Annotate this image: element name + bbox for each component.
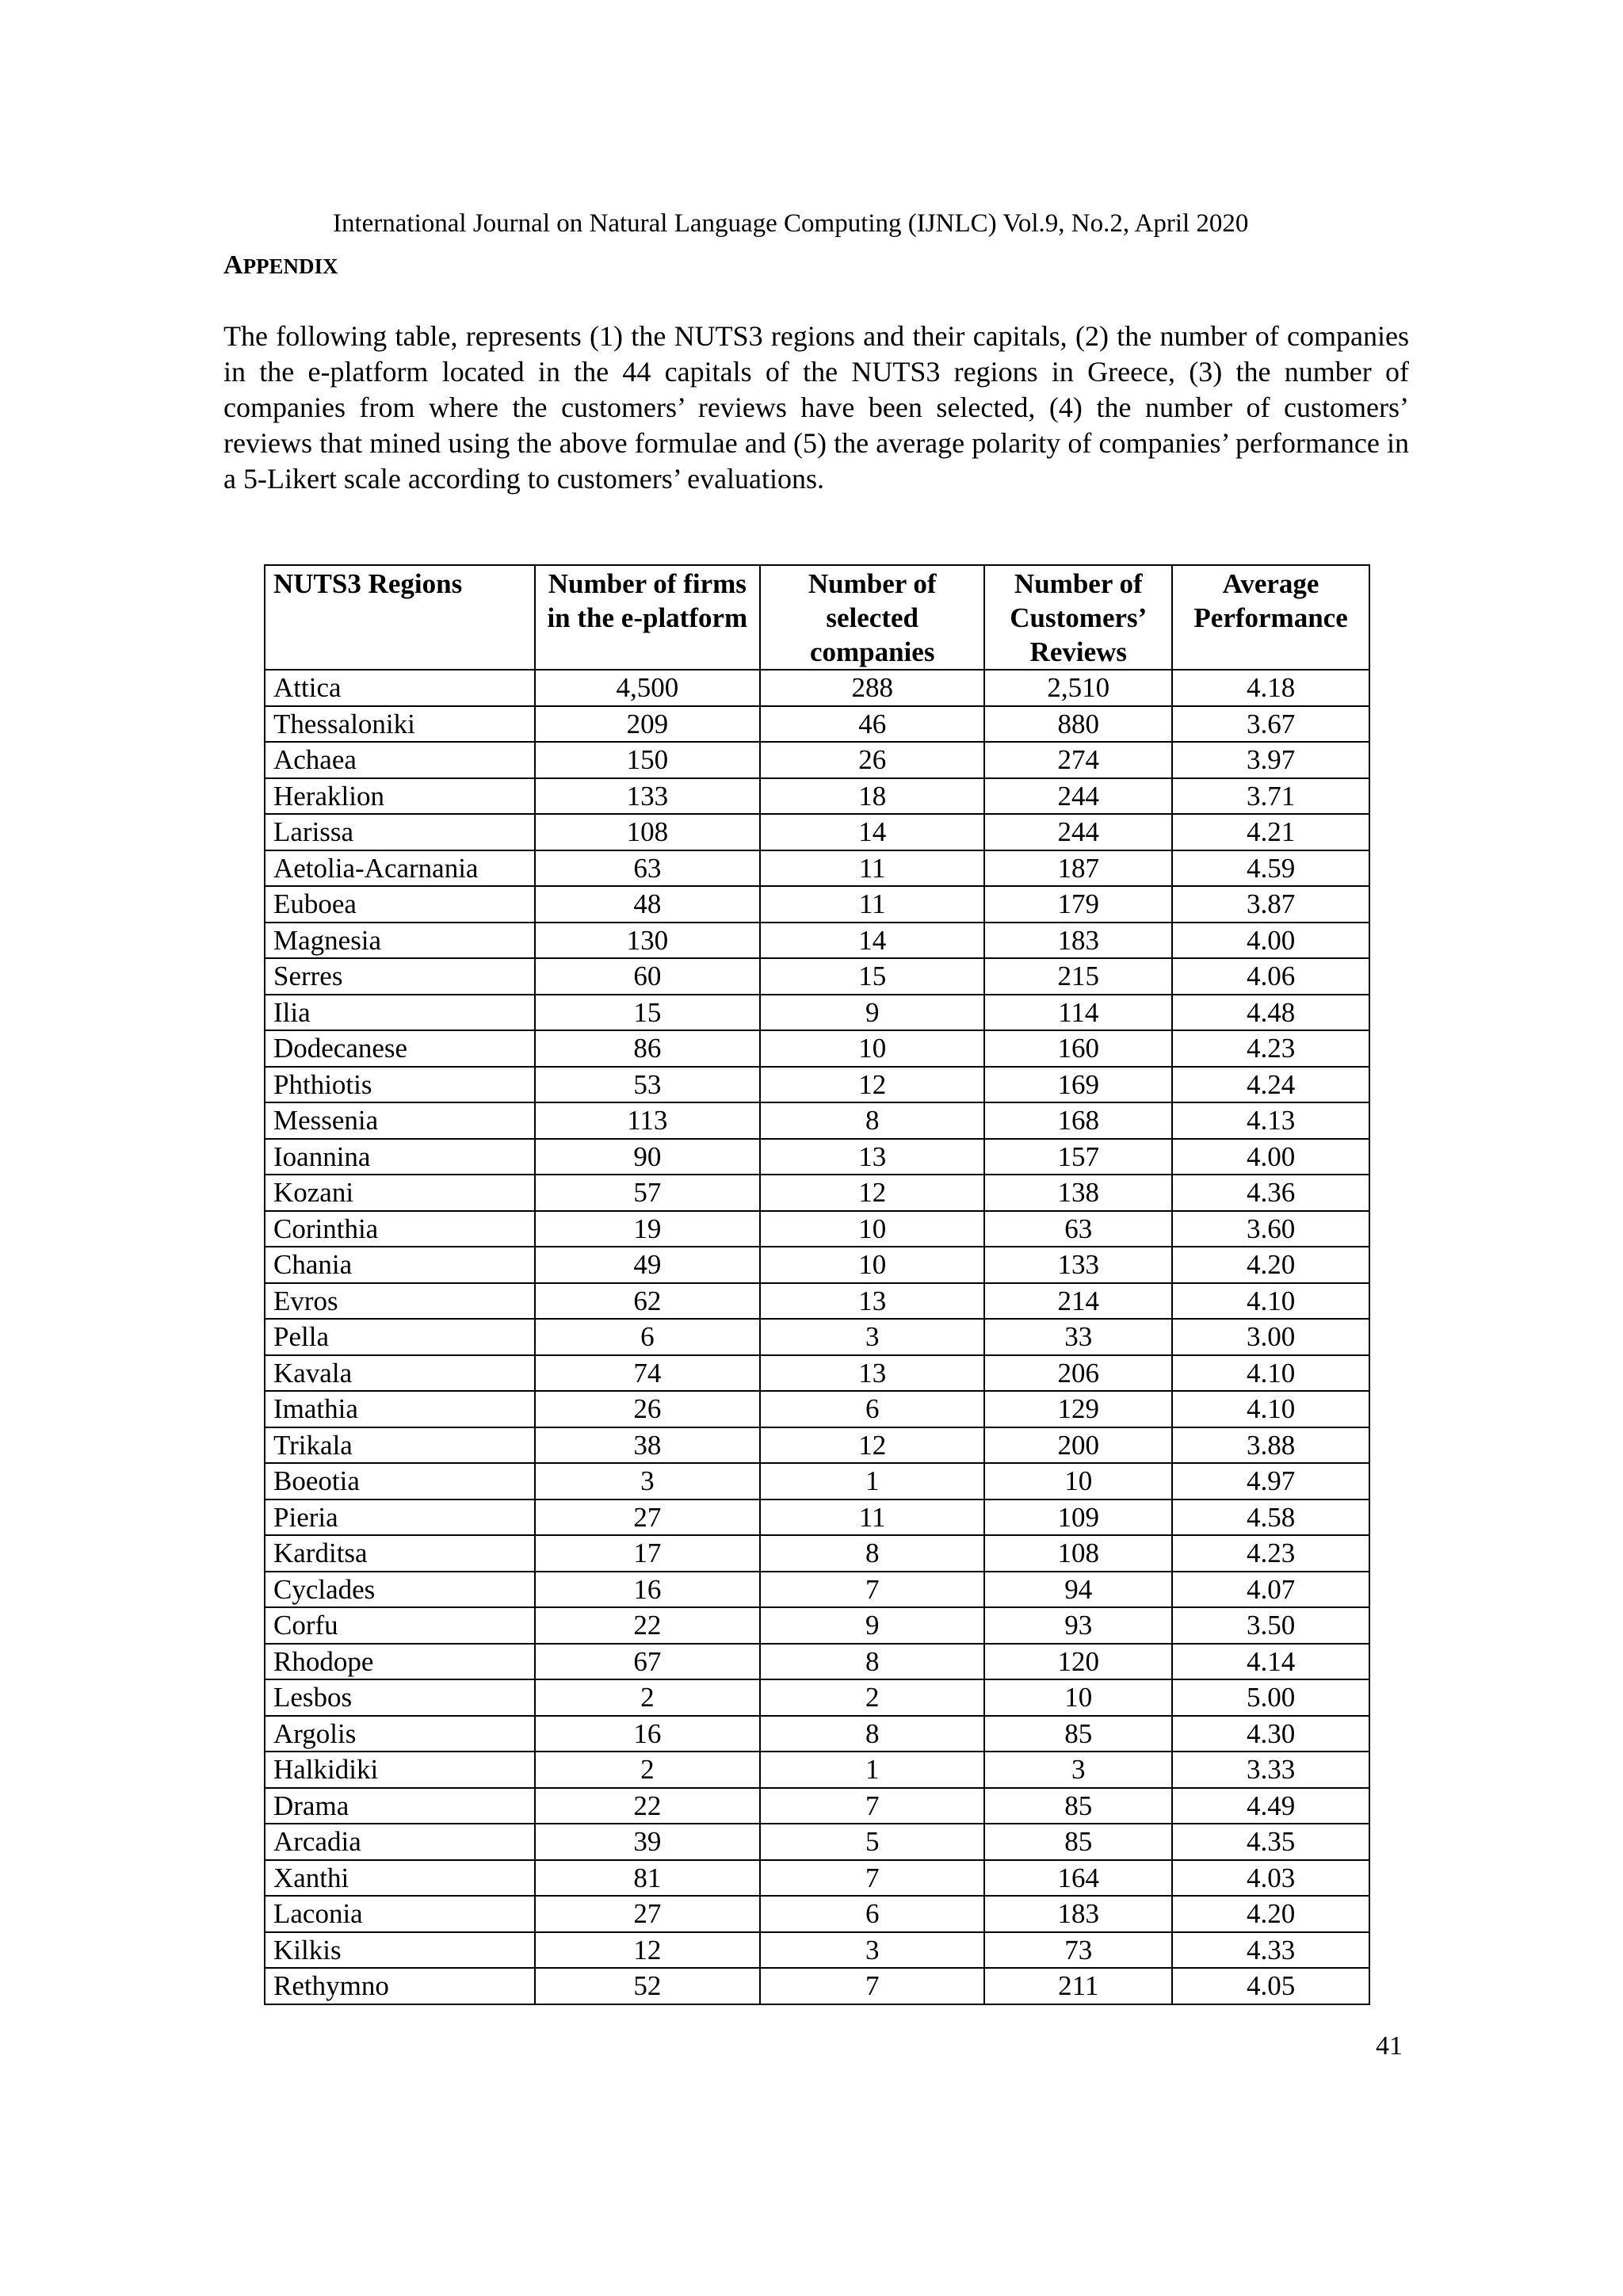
cell-firms: 86 bbox=[535, 1030, 760, 1067]
cell-performance: 4.21 bbox=[1172, 814, 1369, 850]
cell-region: Ioannina bbox=[265, 1139, 535, 1175]
cell-selected: 12 bbox=[760, 1067, 984, 1103]
cell-firms: 12 bbox=[535, 1932, 760, 1969]
cell-performance: 3.88 bbox=[1172, 1427, 1369, 1464]
cell-firms: 4,500 bbox=[535, 670, 760, 706]
table-row bbox=[265, 1247, 1369, 1283]
cell-selected: 13 bbox=[760, 1355, 984, 1392]
cell-firms: 22 bbox=[535, 1607, 760, 1644]
cell-reviews: 183 bbox=[984, 1896, 1172, 1932]
cell-firms: 17 bbox=[535, 1535, 760, 1572]
cell-firms: 6 bbox=[535, 1319, 760, 1355]
cell-reviews: 183 bbox=[984, 923, 1172, 959]
cell-selected: 8 bbox=[760, 1716, 984, 1752]
cell-performance: 5.00 bbox=[1172, 1679, 1369, 1716]
cell-firms: 2 bbox=[535, 1679, 760, 1716]
cell-firms: 27 bbox=[535, 1896, 760, 1932]
cell-region: Cyclades bbox=[265, 1572, 535, 1608]
cell-performance: 4.59 bbox=[1172, 850, 1369, 887]
cell-reviews: 85 bbox=[984, 1824, 1172, 1860]
cell-selected: 3 bbox=[760, 1932, 984, 1969]
cell-region: Phthiotis bbox=[265, 1067, 535, 1103]
cell-performance: 3.97 bbox=[1172, 742, 1369, 778]
table-row bbox=[265, 814, 1369, 850]
cell-reviews: 274 bbox=[984, 742, 1172, 778]
table-row bbox=[265, 1968, 1369, 2004]
table-row bbox=[265, 923, 1369, 959]
cell-firms: 27 bbox=[535, 1499, 760, 1536]
table-row bbox=[265, 1607, 1369, 1644]
cell-selected: 11 bbox=[760, 886, 984, 923]
cell-performance: 4.07 bbox=[1172, 1572, 1369, 1608]
cell-selected: 13 bbox=[760, 1139, 984, 1175]
cell-selected: 15 bbox=[760, 958, 984, 995]
cell-region: Boeotia bbox=[265, 1463, 535, 1499]
cell-performance: 4.33 bbox=[1172, 1932, 1369, 1969]
table-row bbox=[265, 850, 1369, 887]
cell-selected: 7 bbox=[760, 1572, 984, 1608]
cell-performance: 4.18 bbox=[1172, 670, 1369, 706]
cell-performance: 4.23 bbox=[1172, 1030, 1369, 1067]
cell-region: Messenia bbox=[265, 1102, 535, 1139]
cell-selected: 46 bbox=[760, 706, 984, 743]
header-performance: Average Performance bbox=[1172, 565, 1369, 670]
cell-performance: 3.60 bbox=[1172, 1211, 1369, 1247]
cell-firms: 2 bbox=[535, 1752, 760, 1788]
cell-selected: 9 bbox=[760, 1607, 984, 1644]
cell-region: Drama bbox=[265, 1788, 535, 1824]
cell-firms: 81 bbox=[535, 1860, 760, 1897]
cell-firms: 26 bbox=[535, 1391, 760, 1427]
table-body bbox=[265, 670, 1369, 2004]
cell-performance: 4.58 bbox=[1172, 1499, 1369, 1536]
cell-region: Achaea bbox=[265, 742, 535, 778]
cell-selected: 1 bbox=[760, 1463, 984, 1499]
cell-firms: 133 bbox=[535, 778, 760, 815]
table-row bbox=[265, 1932, 1369, 1969]
cell-selected: 10 bbox=[760, 1211, 984, 1247]
table-row bbox=[265, 706, 1369, 743]
cell-selected: 288 bbox=[760, 670, 984, 706]
cell-firms: 62 bbox=[535, 1283, 760, 1320]
cell-reviews: 169 bbox=[984, 1067, 1172, 1103]
cell-reviews: 85 bbox=[984, 1788, 1172, 1824]
cell-reviews: 168 bbox=[984, 1102, 1172, 1139]
cell-firms: 67 bbox=[535, 1644, 760, 1680]
cell-firms: 19 bbox=[535, 1211, 760, 1247]
table-row bbox=[265, 1030, 1369, 1067]
cell-reviews: 211 bbox=[984, 1968, 1172, 2004]
header-selected: Number of selected companies bbox=[760, 565, 984, 670]
cell-firms: 57 bbox=[535, 1175, 760, 1211]
cell-region: Corinthia bbox=[265, 1211, 535, 1247]
cell-selected: 3 bbox=[760, 1319, 984, 1355]
cell-firms: 15 bbox=[535, 995, 760, 1031]
cell-performance: 4.05 bbox=[1172, 1968, 1369, 2004]
cell-selected: 2 bbox=[760, 1679, 984, 1716]
cell-reviews: 187 bbox=[984, 850, 1172, 887]
cell-selected: 11 bbox=[760, 1499, 984, 1536]
cell-performance: 4.20 bbox=[1172, 1247, 1369, 1283]
cell-selected: 14 bbox=[760, 923, 984, 959]
cell-region: Arcadia bbox=[265, 1824, 535, 1860]
cell-reviews: 244 bbox=[984, 778, 1172, 815]
section-title bbox=[223, 250, 338, 281]
cell-performance: 3.71 bbox=[1172, 778, 1369, 815]
cell-region: Dodecanese bbox=[265, 1030, 535, 1067]
cell-region: Laconia bbox=[265, 1896, 535, 1932]
cell-selected: 13 bbox=[760, 1283, 984, 1320]
table-row bbox=[265, 1644, 1369, 1680]
table-row bbox=[265, 1283, 1369, 1320]
cell-performance: 3.67 bbox=[1172, 706, 1369, 743]
cell-region: Attica bbox=[265, 670, 535, 706]
cell-region: Heraklion bbox=[265, 778, 535, 815]
cell-selected: 26 bbox=[760, 742, 984, 778]
cell-performance: 4.36 bbox=[1172, 1175, 1369, 1211]
table-row bbox=[265, 1139, 1369, 1175]
cell-reviews: 157 bbox=[984, 1139, 1172, 1175]
cell-firms: 49 bbox=[535, 1247, 760, 1283]
cell-firms: 3 bbox=[535, 1463, 760, 1499]
cell-performance: 4.00 bbox=[1172, 1139, 1369, 1175]
header-firms: Number of firms in the e-platform bbox=[535, 565, 760, 670]
table-row bbox=[265, 1175, 1369, 1211]
cell-performance: 4.14 bbox=[1172, 1644, 1369, 1680]
cell-reviews: 129 bbox=[984, 1391, 1172, 1427]
cell-selected: 10 bbox=[760, 1030, 984, 1067]
cell-reviews: 244 bbox=[984, 814, 1172, 850]
cell-firms: 16 bbox=[535, 1716, 760, 1752]
cell-performance: 4.23 bbox=[1172, 1535, 1369, 1572]
cell-reviews: 2,510 bbox=[984, 670, 1172, 706]
cell-reviews: 109 bbox=[984, 1499, 1172, 1536]
cell-performance: 3.87 bbox=[1172, 886, 1369, 923]
cell-firms: 22 bbox=[535, 1788, 760, 1824]
cell-firms: 53 bbox=[535, 1067, 760, 1103]
cell-performance: 3.33 bbox=[1172, 1752, 1369, 1788]
cell-selected: 7 bbox=[760, 1860, 984, 1897]
table-row bbox=[265, 1716, 1369, 1752]
cell-reviews: 133 bbox=[984, 1247, 1172, 1283]
cell-region: Lesbos bbox=[265, 1679, 535, 1716]
cell-reviews: 214 bbox=[984, 1283, 1172, 1320]
cell-selected: 8 bbox=[760, 1535, 984, 1572]
cell-region: Ilia bbox=[265, 995, 535, 1031]
cell-reviews: 138 bbox=[984, 1175, 1172, 1211]
cell-region: Thessaloniki bbox=[265, 706, 535, 743]
cell-region: Corfu bbox=[265, 1607, 535, 1644]
cell-region: Magnesia bbox=[265, 923, 535, 959]
table-row bbox=[265, 1896, 1369, 1932]
cell-selected: 5 bbox=[760, 1824, 984, 1860]
cell-region: Imathia bbox=[265, 1391, 535, 1427]
cell-reviews: 73 bbox=[984, 1932, 1172, 1969]
table-row bbox=[265, 995, 1369, 1031]
journal-header: International Journal on Natural Language Computing (IJNLC) Vol.9, No.2, April 2020 bbox=[333, 209, 1249, 238]
cell-region: Serres bbox=[265, 958, 535, 995]
cell-firms: 209 bbox=[535, 706, 760, 743]
cell-performance: 4.10 bbox=[1172, 1283, 1369, 1320]
table-row bbox=[265, 1211, 1369, 1247]
cell-firms: 63 bbox=[535, 850, 760, 887]
cell-selected: 1 bbox=[760, 1752, 984, 1788]
cell-performance: 4.10 bbox=[1172, 1355, 1369, 1392]
cell-region: Trikala bbox=[265, 1427, 535, 1464]
cell-region: Karditsa bbox=[265, 1535, 535, 1572]
cell-selected: 10 bbox=[760, 1247, 984, 1283]
cell-performance: 4.49 bbox=[1172, 1788, 1369, 1824]
cell-reviews: 33 bbox=[984, 1319, 1172, 1355]
cell-region: Aetolia-Acarnania bbox=[265, 850, 535, 887]
cell-selected: 6 bbox=[760, 1896, 984, 1932]
cell-selected: 18 bbox=[760, 778, 984, 815]
table-row bbox=[265, 1355, 1369, 1392]
cell-firms: 39 bbox=[535, 1824, 760, 1860]
header-reviews: Number of Customers’ Reviews bbox=[984, 565, 1172, 670]
cell-selected: 8 bbox=[760, 1644, 984, 1680]
cell-reviews: 114 bbox=[984, 995, 1172, 1031]
cell-reviews: 164 bbox=[984, 1860, 1172, 1897]
cell-firms: 48 bbox=[535, 886, 760, 923]
cell-selected: 9 bbox=[760, 995, 984, 1031]
cell-performance: 3.00 bbox=[1172, 1319, 1369, 1355]
cell-region: Larissa bbox=[265, 814, 535, 850]
cell-region: Rethymno bbox=[265, 1968, 535, 2004]
section-title-rest: PPENDIX bbox=[242, 254, 338, 278]
cell-region: Kilkis bbox=[265, 1932, 535, 1969]
cell-region: Evros bbox=[265, 1283, 535, 1320]
cell-firms: 38 bbox=[535, 1427, 760, 1464]
table-row bbox=[265, 1463, 1369, 1499]
cell-reviews: 200 bbox=[984, 1427, 1172, 1464]
cell-reviews: 63 bbox=[984, 1211, 1172, 1247]
cell-region: Euboea bbox=[265, 886, 535, 923]
cell-reviews: 108 bbox=[984, 1535, 1172, 1572]
cell-reviews: 880 bbox=[984, 706, 1172, 743]
cell-performance: 4.10 bbox=[1172, 1391, 1369, 1427]
table-row bbox=[265, 1427, 1369, 1464]
cell-performance: 4.20 bbox=[1172, 1896, 1369, 1932]
cell-performance: 4.00 bbox=[1172, 923, 1369, 959]
table-row bbox=[265, 1067, 1369, 1103]
cell-firms: 130 bbox=[535, 923, 760, 959]
cell-region: Halkidiki bbox=[265, 1752, 535, 1788]
table-row bbox=[265, 1752, 1369, 1788]
section-title-initial: A bbox=[223, 250, 243, 280]
cell-reviews: 215 bbox=[984, 958, 1172, 995]
cell-firms: 16 bbox=[535, 1572, 760, 1608]
cell-performance: 4.30 bbox=[1172, 1716, 1369, 1752]
cell-region: Chania bbox=[265, 1247, 535, 1283]
table-row bbox=[265, 1391, 1369, 1427]
cell-selected: 14 bbox=[760, 814, 984, 850]
cell-selected: 8 bbox=[760, 1102, 984, 1139]
cell-selected: 11 bbox=[760, 850, 984, 887]
table-row bbox=[265, 958, 1369, 995]
cell-reviews: 120 bbox=[984, 1644, 1172, 1680]
table-header-row bbox=[265, 565, 1369, 670]
table-row bbox=[265, 742, 1369, 778]
cell-reviews: 93 bbox=[984, 1607, 1172, 1644]
cell-performance: 4.97 bbox=[1172, 1463, 1369, 1499]
table-row bbox=[265, 1102, 1369, 1139]
cell-firms: 108 bbox=[535, 814, 760, 850]
cell-performance: 4.35 bbox=[1172, 1824, 1369, 1860]
table-row bbox=[265, 1499, 1369, 1536]
cell-firms: 60 bbox=[535, 958, 760, 995]
cell-selected: 7 bbox=[760, 1968, 984, 2004]
cell-performance: 4.06 bbox=[1172, 958, 1369, 995]
table-row bbox=[265, 778, 1369, 815]
cell-firms: 52 bbox=[535, 1968, 760, 2004]
table-row bbox=[265, 1788, 1369, 1824]
cell-reviews: 206 bbox=[984, 1355, 1172, 1392]
cell-region: Pieria bbox=[265, 1499, 535, 1536]
cell-region: Kavala bbox=[265, 1355, 535, 1392]
cell-firms: 90 bbox=[535, 1139, 760, 1175]
table-row bbox=[265, 1319, 1369, 1355]
cell-performance: 4.13 bbox=[1172, 1102, 1369, 1139]
table-row bbox=[265, 1535, 1369, 1572]
table-row bbox=[265, 670, 1369, 706]
cell-reviews: 160 bbox=[984, 1030, 1172, 1067]
cell-region: Xanthi bbox=[265, 1860, 535, 1897]
cell-reviews: 10 bbox=[984, 1463, 1172, 1499]
cell-selected: 7 bbox=[760, 1788, 984, 1824]
cell-reviews: 85 bbox=[984, 1716, 1172, 1752]
header-regions: NUTS3 Regions bbox=[265, 565, 535, 670]
table-row bbox=[265, 1860, 1369, 1897]
cell-reviews: 94 bbox=[984, 1572, 1172, 1608]
cell-selected: 12 bbox=[760, 1427, 984, 1464]
cell-reviews: 10 bbox=[984, 1679, 1172, 1716]
table-row bbox=[265, 886, 1369, 923]
table-row bbox=[265, 1824, 1369, 1860]
cell-region: Pella bbox=[265, 1319, 535, 1355]
cell-reviews: 3 bbox=[984, 1752, 1172, 1788]
cell-region: Kozani bbox=[265, 1175, 535, 1211]
intro-paragraph: The following table, represents (1) the NUTS3 regions and their capitals, (2) the number of companies in the e-platform located in the 44 capitals of the NUTS3 regions in Greece, (3) the number of companies from where the customers’ reviews have been selected, (4) the number of customers’ reviews that mined using the above formulae and (5) the average polarity of companies’ performance in a 5-Likert scale according to customers’ evaluations. bbox=[223, 320, 1409, 495]
table-row bbox=[265, 1679, 1369, 1716]
cell-performance: 3.50 bbox=[1172, 1607, 1369, 1644]
cell-firms: 113 bbox=[535, 1102, 760, 1139]
table-row bbox=[265, 1572, 1369, 1608]
cell-firms: 150 bbox=[535, 742, 760, 778]
cell-region: Rhodope bbox=[265, 1644, 535, 1680]
cell-performance: 4.24 bbox=[1172, 1067, 1369, 1103]
cell-region: Argolis bbox=[265, 1716, 535, 1752]
regions-table bbox=[264, 564, 1370, 2005]
cell-performance: 4.48 bbox=[1172, 995, 1369, 1031]
cell-selected: 6 bbox=[760, 1391, 984, 1427]
cell-firms: 74 bbox=[535, 1355, 760, 1392]
cell-selected: 12 bbox=[760, 1175, 984, 1211]
page-number: 41 bbox=[1376, 2031, 1403, 2061]
cell-reviews: 179 bbox=[984, 886, 1172, 923]
cell-performance: 4.03 bbox=[1172, 1860, 1369, 1897]
